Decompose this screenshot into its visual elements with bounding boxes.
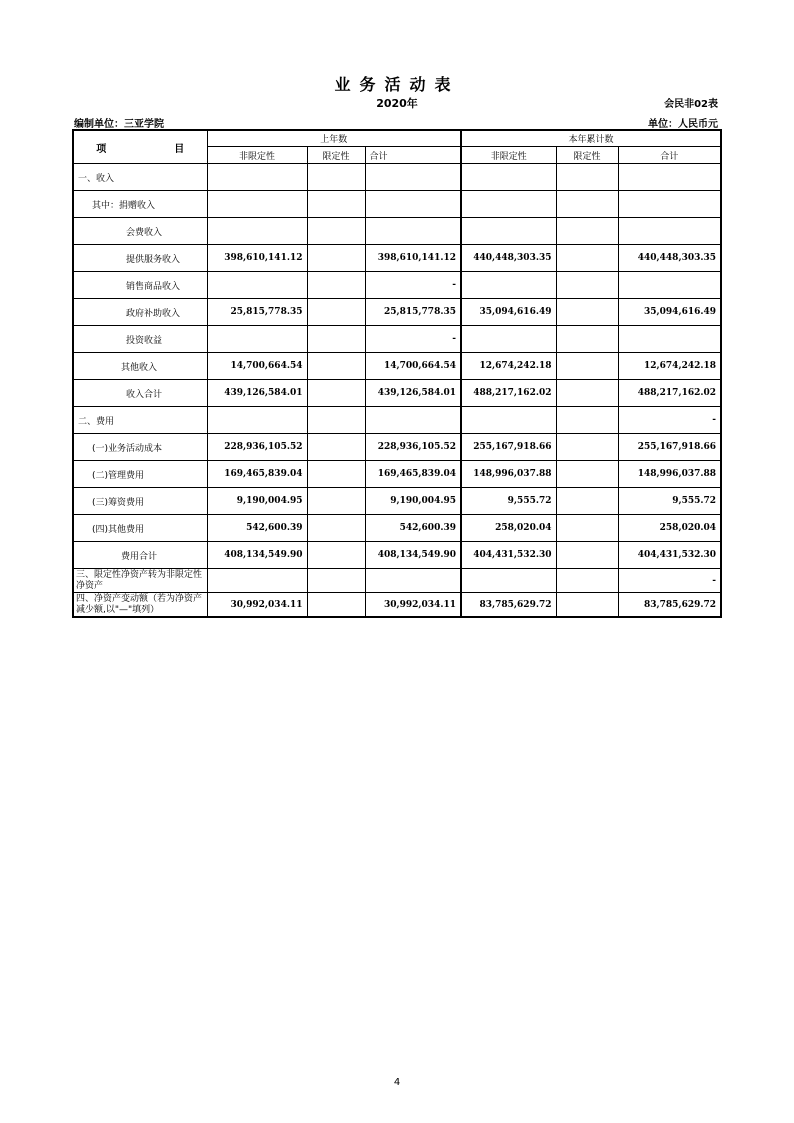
curr-total-cell	[618, 272, 721, 299]
curr-restricted-cell	[556, 593, 618, 618]
prev-unrestricted-cell: 439,126,584.01	[207, 380, 307, 407]
curr-unrestricted-cell: 148,996,037.88	[461, 461, 556, 488]
row-label: 四、净资产变动额（若为净资产减少额,以"—"填列）	[73, 593, 207, 618]
prev-total-cell: 228,936,105.52	[365, 434, 461, 461]
curr-unrestricted-cell: 258,020.04	[461, 515, 556, 542]
row-label: 销售商品收入	[73, 272, 207, 299]
activity-statement-table	[72, 129, 722, 618]
prev-restricted-cell	[307, 191, 365, 218]
curr-unrestricted-cell	[461, 191, 556, 218]
prev-total-cell: -	[365, 272, 461, 299]
prev-restricted-cell	[307, 461, 365, 488]
table-row-net-asset-change	[73, 593, 721, 618]
prev-unrestricted-cell	[207, 407, 307, 434]
table-row-investment-income	[73, 326, 721, 353]
curr-unrestricted-cell: 35,094,616.49	[461, 299, 556, 326]
prev-unrestricted-cell: 30,992,034.11	[207, 593, 307, 618]
table-row-other-expense	[73, 515, 721, 542]
row-label: 会费收入	[73, 218, 207, 245]
curr-unrestricted-cell	[461, 569, 556, 593]
prev-restricted-cell	[307, 353, 365, 380]
prev-total-cell	[365, 218, 461, 245]
table-row-program-cost	[73, 434, 721, 461]
prev-restricted-cell	[307, 164, 365, 191]
curr-total-cell: 148,996,037.88	[618, 461, 721, 488]
curr-unrestricted-cell: 83,785,629.72	[461, 593, 556, 618]
prev-total-cell	[365, 569, 461, 593]
row-label: 二、费用	[73, 407, 207, 434]
prev-total-cell: 9,190,004.95	[365, 488, 461, 515]
curr-total-cell: 488,217,162.02	[618, 380, 721, 407]
prev-unrestricted-cell: 169,465,839.04	[207, 461, 307, 488]
prev-total-cell: 439,126,584.01	[365, 380, 461, 407]
curr-restricted-header: 限定性	[556, 147, 618, 164]
table-row-income-total	[73, 380, 721, 407]
curr-restricted-cell	[556, 569, 618, 593]
table-row-government-subsidy	[73, 299, 721, 326]
prev-restricted-cell	[307, 593, 365, 618]
curr-total-header: 合计	[618, 147, 721, 164]
curr-total-cell: 12,674,242.18	[618, 353, 721, 380]
curr-total-cell	[618, 164, 721, 191]
curr-total-cell: 83,785,629.72	[618, 593, 721, 618]
curr-unrestricted-cell	[461, 272, 556, 299]
row-label: (二)管理费用	[73, 461, 207, 488]
curr-total-cell: 255,167,918.66	[618, 434, 721, 461]
table-row-other-income	[73, 353, 721, 380]
curr-restricted-cell	[556, 542, 618, 569]
curr-restricted-cell	[556, 461, 618, 488]
curr-unrestricted-cell	[461, 218, 556, 245]
curr-restricted-cell	[556, 164, 618, 191]
prev-unrestricted-cell	[207, 326, 307, 353]
curr-total-cell: 35,094,616.49	[618, 299, 721, 326]
curr-total-cell	[618, 326, 721, 353]
curr-restricted-cell	[556, 326, 618, 353]
curr-restricted-cell	[556, 434, 618, 461]
report-year: 2020年	[376, 97, 418, 110]
curr-unrestricted-cell	[461, 326, 556, 353]
curr-total-cell: -	[618, 407, 721, 434]
prev-restricted-cell	[307, 380, 365, 407]
prev-restricted-cell	[307, 272, 365, 299]
prev-restricted-header: 限定性	[307, 147, 365, 164]
table-row-expense-total	[73, 542, 721, 569]
row-label: 其他收入	[73, 353, 207, 380]
curr-unrestricted-cell: 255,167,918.66	[461, 434, 556, 461]
table-row-restricted-transfer	[73, 569, 721, 593]
prev-total-cell: 408,134,549.90	[365, 542, 461, 569]
preparing-unit: 编制单位：三亚学院	[74, 119, 164, 130]
row-label: 收入合计	[73, 380, 207, 407]
curr-unrestricted-cell: 488,217,162.02	[461, 380, 556, 407]
prev-total-cell	[365, 191, 461, 218]
row-label: (四)其他费用	[73, 515, 207, 542]
curr-unrestricted-cell	[461, 407, 556, 434]
curr-restricted-cell	[556, 272, 618, 299]
item-header-char-2: 目	[174, 143, 185, 155]
prev-total-cell: -	[365, 326, 461, 353]
curr-total-cell	[618, 218, 721, 245]
prev-total-cell: 169,465,839.04	[365, 461, 461, 488]
prev-total-cell: 398,610,141.12	[365, 245, 461, 272]
row-label: 提供服务收入	[73, 245, 207, 272]
currency-unit: 单位：人民币元	[648, 119, 718, 130]
prev-restricted-cell	[307, 407, 365, 434]
table-row-admin-expense	[73, 461, 721, 488]
row-label: (三)筹资费用	[73, 488, 207, 515]
prev-unrestricted-cell: 398,610,141.12	[207, 245, 307, 272]
prev-restricted-cell	[307, 218, 365, 245]
form-number: 会民非02表	[664, 99, 718, 110]
prev-total-cell: 30,992,034.11	[365, 593, 461, 618]
prev-restricted-cell	[307, 299, 365, 326]
prev-unrestricted-cell	[207, 569, 307, 593]
prev-total-cell: 25,815,778.35	[365, 299, 461, 326]
item-column-header	[73, 130, 207, 164]
prev-restricted-cell	[307, 245, 365, 272]
table-row-merchandise-income	[73, 272, 721, 299]
prev-unrestricted-cell	[207, 272, 307, 299]
curr-restricted-cell	[556, 353, 618, 380]
prev-unrestricted-cell	[207, 191, 307, 218]
row-label: 费用合计	[73, 542, 207, 569]
prev-total-header: 合计	[365, 147, 461, 164]
curr-unrestricted-cell: 440,448,303.35	[461, 245, 556, 272]
prev-restricted-cell	[307, 488, 365, 515]
curr-total-cell: 258,020.04	[618, 515, 721, 542]
current-year-group-header: 本年累计数	[461, 130, 721, 147]
table-row-income	[73, 164, 721, 191]
prev-restricted-cell	[307, 326, 365, 353]
prev-restricted-cell	[307, 542, 365, 569]
curr-restricted-cell	[556, 191, 618, 218]
curr-restricted-cell	[556, 515, 618, 542]
row-label: 一、收入	[73, 164, 207, 191]
prev-unrestricted-cell: 25,815,778.35	[207, 299, 307, 326]
curr-total-cell	[618, 191, 721, 218]
header-group-row	[73, 130, 721, 147]
table-row-fundraising-expense	[73, 488, 721, 515]
curr-total-cell: 440,448,303.35	[618, 245, 721, 272]
row-label: 三、限定性净资产转为非限定性净资产	[73, 569, 207, 593]
curr-unrestricted-cell: 9,555.72	[461, 488, 556, 515]
curr-total-cell: 9,555.72	[618, 488, 721, 515]
prev-unrestricted-cell: 228,936,105.52	[207, 434, 307, 461]
table-row-donation-income	[73, 191, 721, 218]
curr-unrestricted-cell	[461, 164, 556, 191]
prev-total-cell	[365, 164, 461, 191]
curr-total-cell: -	[618, 569, 721, 593]
prev-year-group-header: 上年数	[207, 130, 461, 147]
prev-unrestricted-cell: 542,600.39	[207, 515, 307, 542]
curr-restricted-cell	[556, 380, 618, 407]
row-label: 政府补助收入	[73, 299, 207, 326]
curr-total-cell: 404,431,532.30	[618, 542, 721, 569]
prev-restricted-cell	[307, 434, 365, 461]
table-row-membership-fees	[73, 218, 721, 245]
curr-unrestricted-header: 非限定性	[461, 147, 556, 164]
curr-restricted-cell	[556, 245, 618, 272]
prev-restricted-cell	[307, 515, 365, 542]
page-number: 4	[393, 1077, 401, 1088]
row-label: 投资收益	[73, 326, 207, 353]
table-row-expenses	[73, 407, 721, 434]
prev-unrestricted-cell: 14,700,664.54	[207, 353, 307, 380]
table-row-service-income	[73, 245, 721, 272]
curr-unrestricted-cell: 12,674,242.18	[461, 353, 556, 380]
prev-total-cell: 14,700,664.54	[365, 353, 461, 380]
prev-restricted-cell	[307, 569, 365, 593]
curr-unrestricted-cell: 404,431,532.30	[461, 542, 556, 569]
prev-unrestricted-cell: 408,134,549.90	[207, 542, 307, 569]
prev-unrestricted-cell	[207, 164, 307, 191]
row-label: (一)业务活动成本	[73, 434, 207, 461]
prev-unrestricted-cell: 9,190,004.95	[207, 488, 307, 515]
report-title: 业务活动表	[334, 75, 460, 94]
curr-restricted-cell	[556, 488, 618, 515]
prev-unrestricted-header: 非限定性	[207, 147, 307, 164]
curr-restricted-cell	[556, 299, 618, 326]
prev-total-cell: 542,600.39	[365, 515, 461, 542]
prev-total-cell	[365, 407, 461, 434]
curr-restricted-cell	[556, 407, 618, 434]
row-label: 其中：捐赠收入	[73, 191, 207, 218]
prev-unrestricted-cell	[207, 218, 307, 245]
item-header-char-1: 项	[96, 143, 107, 155]
curr-restricted-cell	[556, 218, 618, 245]
